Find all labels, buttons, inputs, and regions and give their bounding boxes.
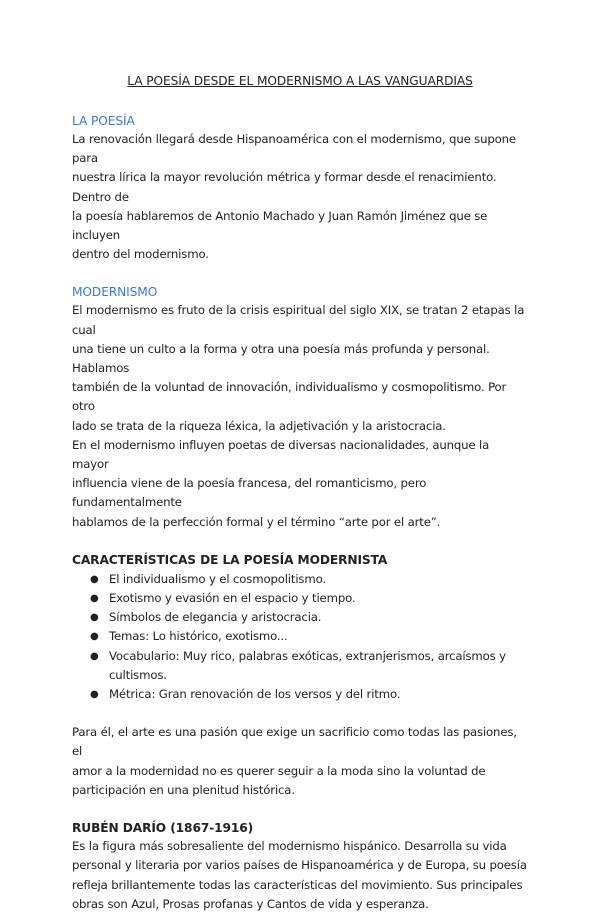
- text-line: participación en una plenitud histórica.: [72, 782, 295, 797]
- bullet-icon: ●: [90, 650, 99, 662]
- text-line: dentro del modernismo.: [72, 247, 209, 262]
- text-line: lado se trata de la riqueza léxica, la adjetivación y la aristocracia.: [72, 418, 446, 433]
- text-line: El modernismo es fruto de la crisis espiritual del siglo XIX, se tratan 2 etapas la cual: [72, 303, 525, 337]
- text-line: obras son Azul, Prosas profanas y Cantos de vida y esperanza.: [72, 896, 429, 911]
- text-line: refleja brillantemente todas las características del movimiento. Sus principales: [72, 877, 523, 892]
- text-line: En el modernismo influyen poetas de diversas nacionalidades, aunque la mayor: [72, 437, 490, 472]
- text-line: hablamos de la perfección formal y el término “arte por el arte”.: [72, 514, 441, 529]
- list-item: ● Exotismo y evasión en el espacio y tiempo.: [90, 589, 528, 608]
- paragraph-modernismo: [72, 301, 528, 531]
- list-item: ● Vocabulario: Muy rico, palabras exóticas, extranjerismos, arcaísmos y cultismos.: [90, 648, 506, 682]
- paragraph-la-poesia: [72, 130, 528, 264]
- list-item: ● Temas: Lo histórico, exotismo...: [90, 627, 528, 646]
- bullet-icon: ●: [90, 689, 99, 701]
- text-line: una tiene un culto a la forma y otra una poesía más profunda y personal. Hablamos: [72, 341, 490, 376]
- text-line: también de la voluntad de innovación, individualismo y cosmopolitismo. Por otro: [72, 380, 507, 414]
- text-line: nuestra lírica la mayor revolución métrica y formar desde el renacimiento. Dentro de: [72, 170, 497, 204]
- text-line: personal y literaria por varios países de Hispanoamérica y de Europa, su poesía: [72, 858, 527, 873]
- text-line: Para él, el arte es una pasión que exige un sacrificio como todas las pasiones, el: [72, 725, 517, 759]
- bullet-icon: ●: [90, 593, 99, 605]
- heading-caracteristicas: CARACTERÍSTICAS DE LA POESÍA MODERNISTA: [72, 552, 388, 567]
- text-line: influencia viene de la poesía francesa, del romanticismo, pero fundamentalmente: [72, 476, 427, 510]
- caracteristicas-list: [72, 570, 528, 704]
- paragraph-ruben-dario: [72, 837, 528, 914]
- text-line: amor a la modernidad no es querer seguir a la moda sino la voluntad de: [72, 763, 486, 778]
- bullet-icon: ●: [90, 573, 99, 585]
- list-item: ● Métrica: Gran renovación de los versos y del ritmo.: [90, 685, 528, 704]
- document-title: LA POESÍA DESDE EL MODERNISMO A LAS VANGUARDIAS: [127, 74, 473, 88]
- text-line: la poesía hablaremos de Antonio Machado y Juan Ramón Jiménez que se incluyen: [72, 208, 488, 243]
- bullet-icon: ●: [90, 631, 99, 643]
- paragraph-arte: [72, 723, 528, 800]
- list-item: ● Símbolos de elegancia y aristocracia.: [90, 608, 528, 627]
- heading-ruben-dario: RUBÉN DARÍO (1867-1916): [72, 821, 254, 836]
- heading-la-poesia: LA POESÍA: [72, 114, 135, 128]
- heading-modernismo: MODERNISMO: [72, 285, 158, 300]
- text-line: Es la figura más sobresaliente del modernismo hispánico. Desarrolla su vida: [72, 839, 507, 854]
- list-item: ● El individualismo y el cosmopolitismo.: [90, 570, 528, 589]
- text-line: La renovación llegará desde Hispanoamérica con el modernismo, que supone para: [72, 132, 516, 166]
- bullet-icon: ●: [90, 612, 99, 624]
